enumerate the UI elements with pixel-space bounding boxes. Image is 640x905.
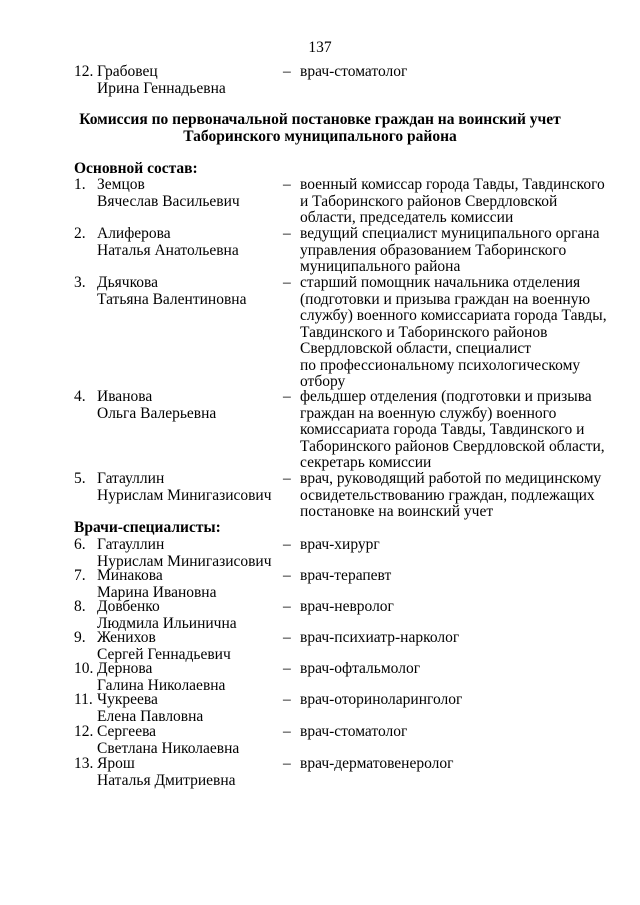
entry-dash: –	[283, 755, 291, 772]
name-line: Дернова	[97, 660, 153, 677]
commission-title	[60, 111, 580, 145]
entry-number: 6.	[74, 536, 86, 553]
name-line: Земцов	[97, 176, 145, 193]
role-line: военный комиссар города Тавды, Тавдинского	[300, 176, 605, 193]
page-number: 137	[308, 39, 332, 56]
entry-dash: –	[283, 388, 291, 405]
entry-dash: –	[283, 723, 291, 740]
entry-number: 7.	[74, 567, 86, 584]
name-line: Иванова	[97, 388, 153, 405]
person-role	[300, 756, 604, 773]
name-line: Сергеева	[97, 723, 157, 740]
name-line: Сергей Геннадьевич	[97, 645, 231, 663]
role-line: области, председатель комиссии	[300, 209, 514, 226]
person-name	[97, 692, 277, 725]
role-line: врач-невролог	[300, 598, 394, 615]
role-line: отбору	[300, 373, 346, 390]
person-name	[97, 756, 277, 789]
entry-number: 13.	[74, 755, 94, 772]
name-line: Женихов	[97, 629, 156, 646]
role-line: комиссариата города Тавды, Тавдинского и	[300, 421, 585, 438]
entry-dash: –	[283, 536, 291, 553]
entry-number: 5.	[74, 470, 86, 487]
person-name	[97, 724, 277, 757]
role-line: службу) военного комиссариата города Тавды,	[300, 307, 607, 324]
name-line: Ирина Геннадьевна	[97, 79, 226, 97]
name-line: Людмила Ильинична	[97, 614, 237, 632]
person-role	[300, 568, 604, 585]
role-line: врач-психиатр-нарколог	[300, 629, 460, 646]
name-line: Чукреева	[97, 691, 158, 708]
role-line: врач-дерматовенеролог	[300, 755, 454, 772]
main-section-title: Основной состав:	[74, 160, 198, 177]
role-line: Тавдинского и Таборинского районов	[300, 323, 548, 341]
person-role	[300, 724, 604, 741]
role-line: фельдшер отделения (подготовки и призыва	[300, 388, 592, 405]
role-line: граждан на военную службу) военного	[300, 404, 557, 422]
entry-number: 9.	[74, 629, 86, 646]
name-line: Нурислам Минигазисович	[97, 552, 272, 570]
person-name	[97, 537, 277, 570]
person-role	[300, 274, 607, 391]
entry-number: 1.	[74, 176, 86, 193]
name-line: Гатауллин	[97, 536, 165, 553]
role-line: и Таборинского районов Свердловской	[300, 192, 558, 210]
role-line: постановке на воинский учет	[300, 503, 494, 520]
name-line: Галина Николаевна	[97, 676, 226, 694]
person-name	[97, 630, 277, 663]
role-line: освидетельствованию граждан, подлежащих	[300, 486, 595, 504]
entry-dash: –	[283, 629, 291, 646]
entry-number: 12.	[74, 63, 94, 80]
person-role	[300, 471, 604, 521]
name-line: Минакова	[97, 567, 163, 584]
name-line: Алиферова	[97, 225, 171, 242]
entry-dash: –	[283, 691, 291, 708]
entry-number: 10.	[74, 660, 94, 677]
title-line: Комиссия по первоначальной постановке граждан на воинский учет	[79, 111, 561, 128]
person-role	[300, 630, 604, 647]
role-line: секретарь комиссии	[300, 454, 432, 471]
name-line: Ярош	[97, 755, 135, 772]
entry-number: 8.	[74, 598, 86, 615]
person-role	[300, 537, 604, 554]
person-name	[97, 275, 277, 308]
person-role	[300, 599, 604, 616]
entry-dash: –	[283, 567, 291, 584]
role-line: ведущий специалист муниципального органа	[300, 225, 600, 242]
role-line: Таборинского районов Свердловской области,	[300, 437, 605, 455]
name-line: Довбенко	[97, 598, 160, 615]
role-line: муниципального района	[300, 258, 461, 275]
person-name	[97, 471, 277, 504]
entry-number: 4.	[74, 388, 86, 405]
title-line: Таборинского муниципального района	[183, 128, 457, 145]
person-role	[300, 661, 604, 678]
person-role	[300, 692, 604, 709]
entry-dash: –	[283, 660, 291, 677]
name-line: Наталья Анатольевна	[97, 241, 239, 259]
role-line: врач-стоматолог	[300, 723, 408, 740]
name-line: Ольга Валерьевна	[97, 404, 217, 422]
person-name	[97, 389, 277, 422]
specialists-section-title: Врачи-специалисты:	[74, 519, 221, 536]
role-line: врач-офтальмолог	[300, 660, 421, 677]
person-name	[97, 177, 277, 210]
role-line: старший помощник начальника отделения	[300, 274, 581, 291]
person-name	[97, 568, 277, 601]
name-line: Вячеслав Васильевич	[97, 192, 240, 210]
entry-number: 12.	[74, 723, 94, 740]
entry-dash: –	[283, 63, 291, 80]
name-line: Марина Ивановна	[97, 583, 217, 601]
person-role	[300, 64, 604, 81]
entry-dash: –	[283, 225, 291, 242]
person-role	[300, 177, 604, 227]
person-role	[300, 389, 604, 472]
name-line: Светлана Николаевна	[97, 739, 240, 757]
role-line: по профессиональному психологическому	[300, 356, 581, 374]
entry-dash: –	[283, 176, 291, 193]
entry-number: 2.	[74, 225, 86, 242]
name-line: Наталья Дмитриевна	[97, 771, 236, 789]
role-line: врач-стоматолог	[300, 63, 408, 80]
name-line: Татьяна Валентиновна	[97, 290, 247, 308]
entry-number: 3.	[74, 274, 86, 291]
name-line: Гатауллин	[97, 470, 165, 487]
entry-number: 11.	[74, 691, 93, 708]
name-line: Грабовец	[97, 63, 158, 80]
person-role	[300, 226, 604, 276]
role-line: врач, руководящий работой по медицинскому	[300, 470, 602, 487]
name-line: Нурислам Минигазисович	[97, 486, 272, 504]
entry-dash: –	[283, 470, 291, 487]
role-line: врач-терапевт	[300, 567, 392, 584]
entry-dash: –	[283, 598, 291, 615]
role-line: врач-хирург	[300, 536, 380, 553]
name-line: Елена Павловна	[97, 707, 204, 725]
person-name	[97, 64, 277, 97]
person-name	[97, 661, 277, 694]
entry-dash: –	[283, 274, 291, 291]
person-name	[97, 599, 277, 632]
role-line: Свердловской области, специалист	[300, 340, 532, 357]
role-line: врач-оториноларинголог	[300, 691, 463, 708]
person-name	[97, 226, 277, 259]
role-line: (подготовки и призыва граждан на военную	[300, 290, 591, 308]
name-line: Дьячкова	[97, 274, 159, 291]
role-line: управления образованием Таборинского	[300, 241, 567, 259]
